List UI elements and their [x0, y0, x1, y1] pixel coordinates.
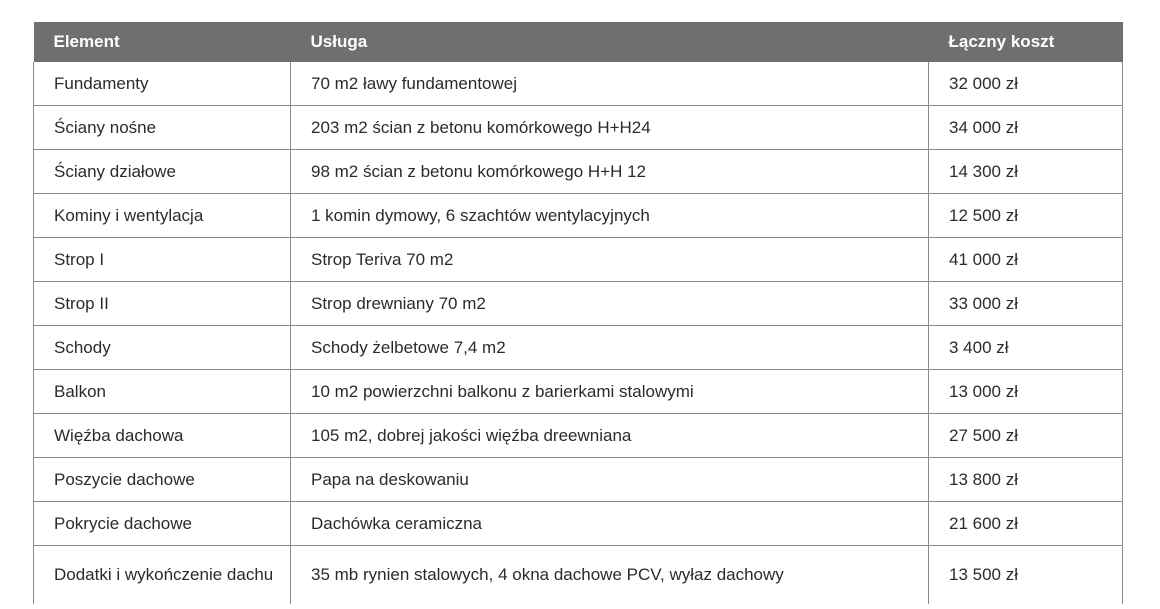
table-row [34, 546, 1123, 605]
cell-element: Kominy i wentylacja [34, 194, 291, 238]
table-row [34, 458, 1123, 502]
cell-cost: 27 500 zł [929, 414, 1123, 458]
cell-cost: 12 500 zł [929, 194, 1123, 238]
cell-cost: 21 600 zł [929, 502, 1123, 546]
cell-service: 70 m2 ławy fundamentowej [291, 62, 929, 106]
table-row [34, 150, 1123, 194]
cell-cost: 32 000 zł [929, 62, 1123, 106]
cell-service: Strop drewniany 70 m2 [291, 282, 929, 326]
header-row [34, 22, 1123, 62]
table-row [34, 238, 1123, 282]
cell-element: Ściany działowe [34, 150, 291, 194]
table-body [34, 62, 1123, 604]
cell-service: 98 m2 ścian z betonu komórkowego H+H 12 [291, 150, 929, 194]
cell-service: 203 m2 ścian z betonu komórkowego H+H24 [291, 106, 929, 150]
cell-cost: 13 000 zł [929, 370, 1123, 414]
column-header-service: Usługa [291, 22, 929, 62]
cell-cost: 13 800 zł [929, 458, 1123, 502]
cell-service: 105 m2, dobrej jakości więźba dreewniana [291, 414, 929, 458]
cost-table [33, 22, 1123, 604]
cell-cost: 33 000 zł [929, 282, 1123, 326]
table-row [34, 62, 1123, 106]
cell-service: Strop Teriva 70 m2 [291, 238, 929, 282]
table-row [34, 106, 1123, 150]
cell-element: Dodatki i wykończenie dachu [34, 546, 291, 605]
cell-service: Papa na deskowaniu [291, 458, 929, 502]
cell-service: Schody żelbetowe 7,4 m2 [291, 326, 929, 370]
cell-service: Dachówka ceramiczna [291, 502, 929, 546]
cell-element: Pokrycie dachowe [34, 502, 291, 546]
cell-cost: 14 300 zł [929, 150, 1123, 194]
table-row [34, 414, 1123, 458]
table-row [34, 282, 1123, 326]
column-header-total-cost: Łączny koszt [929, 22, 1123, 62]
cell-cost: 13 500 zł [929, 546, 1123, 605]
cell-service: 35 mb rynien stalowych, 4 okna dachowe PCV, wyłaz dachowy [291, 546, 929, 605]
table-header [34, 22, 1123, 62]
cost-table-container [33, 22, 1122, 604]
cell-cost: 3 400 zł [929, 326, 1123, 370]
cell-element: Schody [34, 326, 291, 370]
cell-element: Balkon [34, 370, 291, 414]
cell-service: 1 komin dymowy, 6 szachtów wentylacyjnych [291, 194, 929, 238]
table-row [34, 502, 1123, 546]
table-row [34, 326, 1123, 370]
cell-element: Ściany nośne [34, 106, 291, 150]
cell-cost: 34 000 zł [929, 106, 1123, 150]
table-row [34, 194, 1123, 238]
cell-element: Fundamenty [34, 62, 291, 106]
column-header-element: Element [34, 22, 291, 62]
cell-element: Strop II [34, 282, 291, 326]
cell-element: Więźba dachowa [34, 414, 291, 458]
cell-service: 10 m2 powierzchni balkonu z barierkami stalowymi [291, 370, 929, 414]
cell-cost: 41 000 zł [929, 238, 1123, 282]
table-row [34, 370, 1123, 414]
cell-element: Poszycie dachowe [34, 458, 291, 502]
cell-element: Strop I [34, 238, 291, 282]
